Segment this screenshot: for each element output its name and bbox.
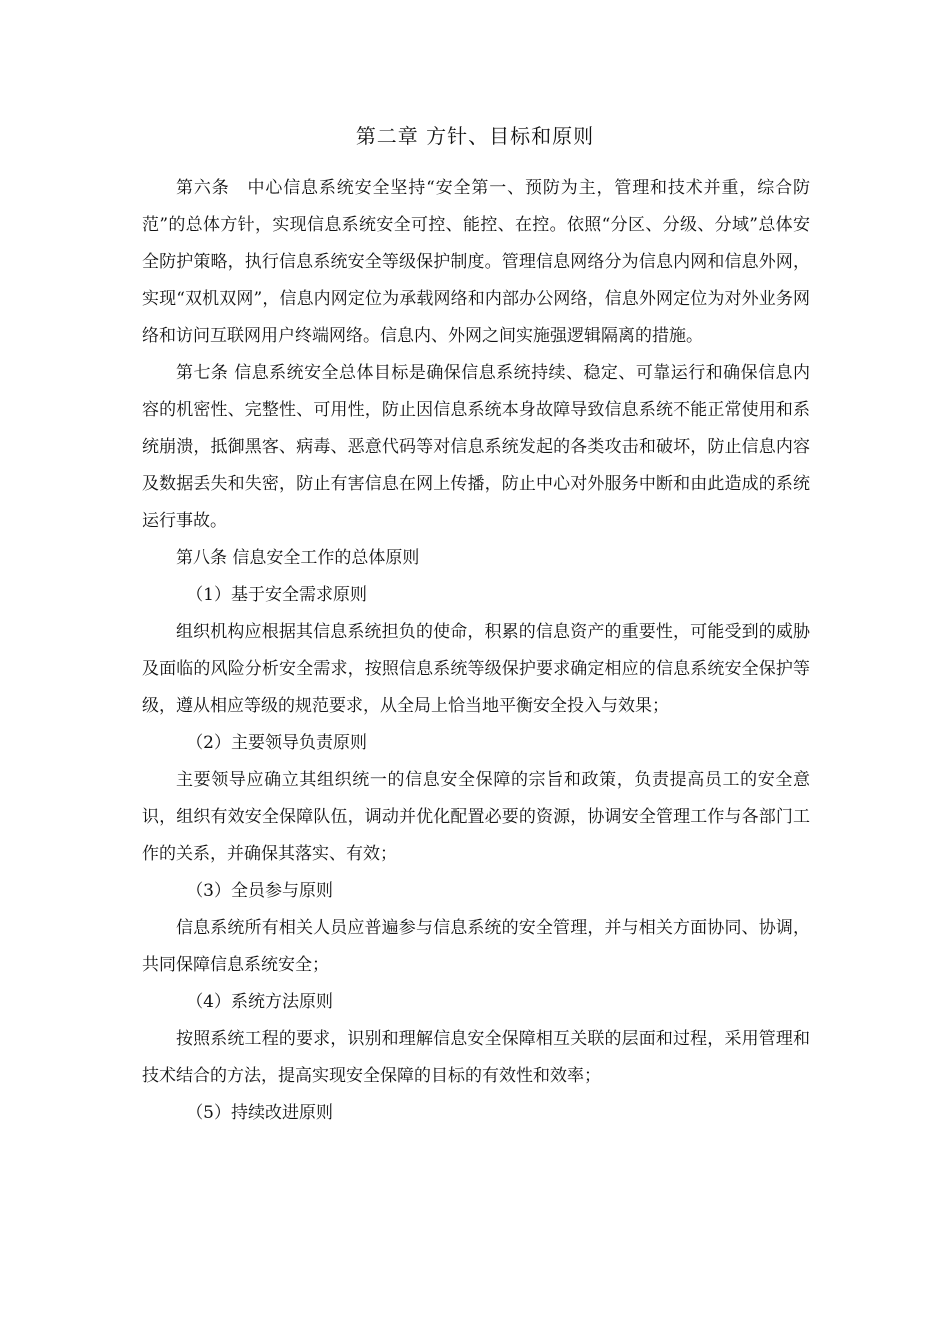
document-body — [142, 170, 810, 1132]
principle-5-heading: （5）持续改进原则 — [186, 1103, 334, 1123]
principle-4-heading: （4）系统方法原则 — [186, 992, 334, 1012]
article-8-heading: 第八条 信息安全工作的总体原则 — [176, 548, 420, 568]
chapter-title: 第二章 方针、目标和原则 — [355, 124, 595, 148]
principle-3-text: 信息系统所有相关人员应普遍参与信息系统的安全管理，并与相关方面协同、协调，共同保障信息系统安全； — [142, 918, 810, 975]
article-7-paragraph: 第七条 信息系统安全总体目标是确保信息系统持续、稳定、可靠运行和确保信息内容的机密性、完整性、可用性，防止因信息系统本身故障导致信息系统不能正常使用和系统崩溃，抵御黑客、病毒、恶意代码等对信息系统发起的各类攻击和破坏，防止信息内容及数据丢失和失密，防止有害信息在网上传播，防止中心对外服务中断和由此造成的系统运行事故。 — [142, 363, 810, 531]
principle-3-heading: （3）全员参与原则 — [186, 881, 334, 901]
principle-2-text: 主要领导应确立其组织统一的信息安全保障的宗旨和政策，负责提高员工的安全意识，组织有效安全保障队伍，调动并优化配置必要的资源，协调安全管理工作与各部门工作的关系，并确保其落实、有效； — [142, 770, 810, 864]
principle-1-heading: （1）基于安全需求原则 — [186, 585, 368, 605]
principle-2-heading: （2）主要领导负责原则 — [186, 733, 368, 753]
article-6-paragraph: 第六条 中心信息系统安全坚持“安全第一、预防为主，管理和技术并重，综合防范”的总体方针，实现信息系统安全可控、能控、在控。依照“分区、分级、分域”总体安全防护策略，执行信息系统安全等级保护制度。管理信息网络分为信息内网和信息外网，实现“双机双网”，信息内网定位为承载网络和内部办公网络，信息外网定位为对外业务网络和访问互联网用户终端网络。信息内、外网之间实施强逻辑隔离的措施。 — [142, 178, 810, 346]
principle-4-text: 按照系统工程的要求，识别和理解信息安全保障相互关联的层面和过程，采用管理和技术结合的方法，提高实现安全保障的目标的有效性和效率； — [142, 1029, 810, 1086]
principle-1-text: 组织机构应根据其信息系统担负的使命，积累的信息资产的重要性，可能受到的威胁及面临的风险分析安全需求，按照信息系统等级保护要求确定相应的信息系统安全保护等级，遵从相应等级的规范要求，从全局上恰当地平衡安全投入与效果； — [142, 622, 810, 716]
